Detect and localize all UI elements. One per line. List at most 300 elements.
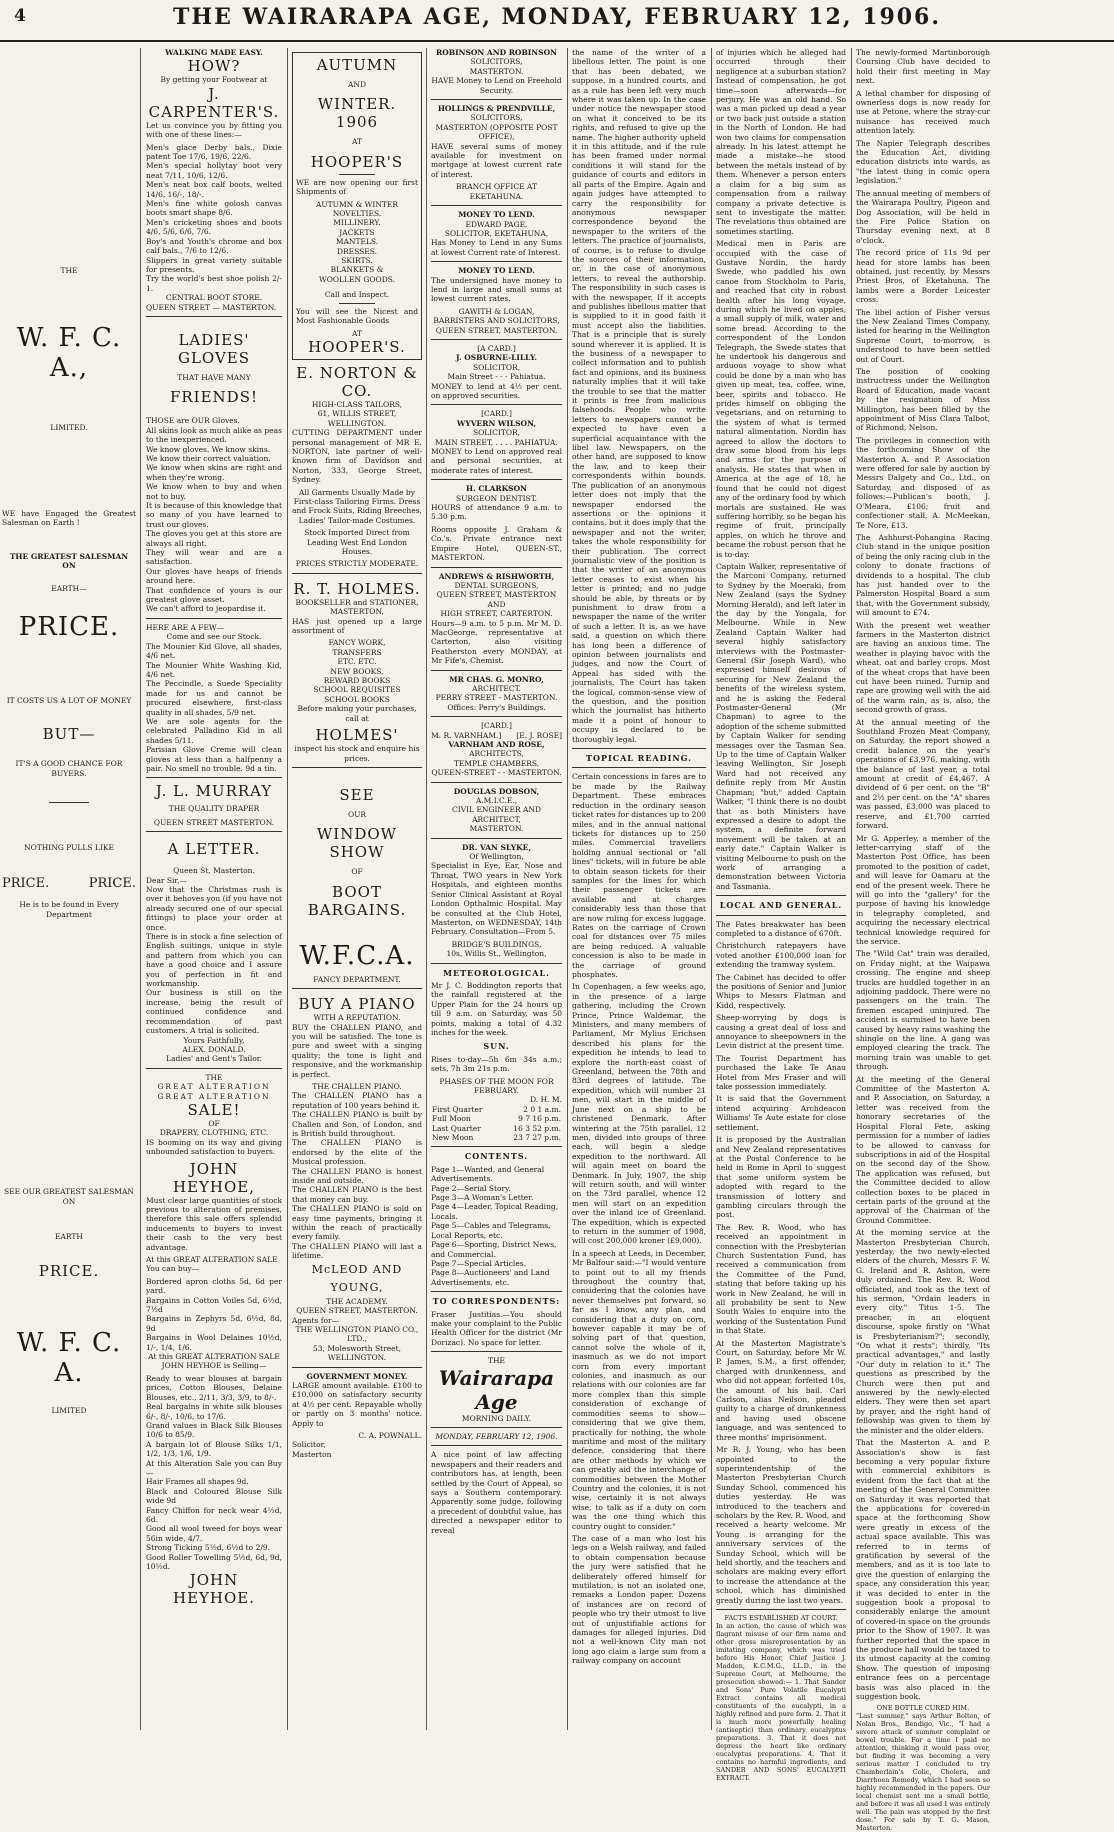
gloves-friends: FRIENDS!: [169, 388, 259, 407]
carpenter-by: By getting your Footwear at: [160, 75, 268, 85]
ad-see-salesman: SEE OUR GREATEST SALESMAN ON: [4, 1187, 134, 1206]
moon-phase-name: Full Moon: [432, 1114, 471, 1124]
ad-earth-2: EARTH: [55, 1232, 83, 1242]
gloves-paragraph: Our gloves have heaps of friends around here.: [146, 566, 282, 586]
money-solicitor-1: SOLICITOR, EKETAHUNA,: [444, 228, 549, 238]
heyhoe-name: JOHN HEYHOE,: [172, 1159, 256, 1196]
heyhoe-item-list: [146, 1277, 282, 1352]
heyhoe-item: Grand values in Black Silk Blouses 10/6 to 85/9.: [146, 1420, 282, 1440]
column-6-articles: [716, 48, 846, 1782]
divider: [572, 748, 706, 749]
gloves-here: HERE ARE A FEW—: [146, 622, 225, 632]
piano-sub: WITH A REPUTATION.: [313, 1013, 401, 1023]
clarkson-hours: HOURS of attendance 9 a.m. to 5.30 p.m.: [431, 503, 562, 522]
heyhoe-item: Black and Coloured Blouse Silk wide 9d: [146, 1486, 282, 1506]
local-item: The "Wild Cat" train was derailed, on Friday night, at the Waipawa crossing. The engine and sheep trucks are huddled together in an adjoining paddock. There were no passengers on the train. The firemen escaped uninjured. The accident is surmised to have been caused by heavy rains washing the shingle on the line. A gang was employed clearing the track. The morning train was unable to get through.: [856, 949, 990, 1072]
sale-intro: IS booming on its way and giving unbounded satisfaction to buyers.: [146, 1137, 282, 1157]
varnham-address: QUEEN-STREET - - MASTERTON.: [431, 768, 562, 778]
local-item: Mr G. Apperley, a member of the letter-carrying staff of the Masterton Post Office, has been promoted to the position of cadet, and will leave for Oamaru at the end of the present week. There he will go into the "gallery" for the purpose of having his knowledge in telegraphy completed, and acquiring the necessary electrical technical knowledge required for the service.: [856, 833, 990, 946]
moon-phase-name: New Moon: [432, 1133, 474, 1143]
carpenter-intro: Let us convince you by fitting you with one of these lines:—: [146, 120, 282, 140]
ad-price-pair: [2, 876, 136, 892]
local-item: At the Masterton Magistrate's Court, on Saturday, before Mr W. P. James, S.M., a first offender, charged with drunkenness, and who did not appear, forfeited 10s, the amount of his bail. Carl Carlson, alias Neilson, pleaded guilty to a charge of drunkenness and having used obscene language, and was sentenced to three months' imprisonment.: [716, 1338, 846, 1442]
wpc-address: 53, Molesworth Street,: [313, 1343, 401, 1353]
holmes-item: TRANSFERS: [332, 647, 382, 657]
piano-item: The CHALLEN PIANO is honest inside and outside.: [292, 1166, 422, 1186]
contents-list: [431, 1165, 562, 1287]
money-body-1: Has Money to Lend in any Sums at lowest Current rate of Interest.: [431, 238, 562, 257]
letter-dear: Dear Sir,—: [146, 875, 188, 885]
norton-address: 61, WILLIS STREET, WELLINGTON.: [317, 409, 397, 428]
heyhoe-item: Bargains in Zephyrs 5d, 6½d, 8d, 9d: [146, 1314, 282, 1333]
local-general-heading: LOCAL AND GENERAL.: [719, 900, 843, 911]
moon-phase-time: 16 3 52 p.m.: [513, 1123, 561, 1133]
carpenter-item: Boy's and Youth's chrome and box calf bals., 7/6 to 12/6.: [146, 236, 282, 256]
heyhoe-item: Bargains in Wool Delaines 10½d, 1/-, 1/4, 1/6.: [146, 1333, 282, 1352]
topical-reading-heading: TOPICAL READING.: [586, 753, 692, 764]
holmes-item: FANCY WORK,: [328, 638, 386, 648]
ad-price-heading: PRICE.: [18, 611, 120, 642]
local-item: The position of cooking instructress under the Wellington Board of Education, made vacant by the resignation of Miss Millington, has been filled by the appointment of Miss Clara Talbot, of Richmond, Nelson.: [856, 367, 990, 433]
dobson-place: MASTERTON.: [469, 824, 524, 834]
hoopers-item: MILLINERY.: [333, 218, 381, 228]
nameplate-title: Wairarapa Age: [438, 1365, 555, 1414]
moon-phase-time: 9 7 16 p.m.: [518, 1114, 561, 1124]
hollings-solicitors: SOLICITORS,: [470, 113, 523, 123]
heyhoe-item: Real bargains in white silk blouses 6/-, 8/-, 10/6, to 17/6.: [146, 1402, 282, 1421]
letter-name: ALEX. DONALD.: [182, 1044, 246, 1054]
local-item: The privileges in connection with the forthcoming Show of the Masterton A. and P. Association were offered for sale by auction by Messrs Dalgety and Co., Ltd., on Saturday, and disposed of as follows:—Publican's booth, J. O'Meara, £106; fruit and confectioner stall, A. McMeekan, Te Nore, £13.: [856, 435, 990, 530]
window-our: OUR: [347, 809, 367, 819]
ad-limited: LIMITED.: [50, 423, 88, 433]
moon-phase-row: [431, 1114, 562, 1123]
topical-item: In a speech at Leeds, in December, Mr Balfour said:—"I would venture to point out to all my friends throughout the country that, considering that the colonies have never themselves put forward, so far as I know, any plan, and considering that a duty on corn, however capable it may be of solving part of that question, cannot solve the whole of it, inasmuch as we do not import corn from every important colonies, and inasmuch as our relations with our colonies are far more complex than this simple consideration of exchange of commodities seems to show—considering that we give them, practically for nothing, the whole maritime and most of the military defence, considering that there are other methods by which we can greatly aid the interchange of commodities between the Mother Country and the colonies, it is not wise, certainly it is not always wise, to talk as if a duty on corn was the one thing which this country ought to consider.": [572, 1248, 706, 1531]
holmes-name-2: HOLMES': [315, 726, 399, 745]
gloves-paragraph: We know gloves. We know skins.: [146, 444, 271, 454]
osburne-body: MONEY to lend at 4½ per cent. on approved securities.: [431, 381, 562, 400]
hoopers-item: AUTUMN & WINTER: [315, 199, 399, 209]
window-see: SEE: [339, 785, 375, 804]
andrews-address-2: HIGH STREET, CARTERTON.: [440, 609, 553, 619]
sun-body: Rises to-day—5h 6m 34s a.m.; sets, 7h 3m 21s p.m.: [431, 1054, 562, 1074]
topical-item: of injuries which he alleged had occurred through their negligence at a suburban station? Instead of compensation, he got time—soon afterwards—for perjury. He was an old hand. So was a man picked up dead a year or two back just outside a station in the North of London. He had won two claims for compensation already. In his latest attempt he made a mistake—he stood between the metals instead of by them. Whenever a person enters a claim for a big sum as compensation from a railway company a private detective is sent to investigate the matter. The revelations thus obtained are sometimes startling.: [716, 48, 846, 236]
ad-wfca-heading: W. F. C. A.,: [16, 323, 122, 384]
dobson-title: CIVIL ENGINEER AND ARCHITECT,: [452, 805, 541, 824]
holmes-sub: BOOKSELLER and STATIONER,: [295, 597, 419, 607]
ad-wfca-heading-2: W. F. C. A.: [16, 1327, 122, 1388]
local-item: The Ashhurst-Pohangina Racing Club stand in the unique position of being the only racing club in the colony to donate fractions of dividends to a hospital. The club has just handed over to the Palmerston Hospital Board a sum that, with the Government subsidy, will amount to £74.: [856, 532, 990, 618]
leader-article-body: the name of the writer of a libellous letter. The point is one that has been debated, we suppose, in a hundred courts, and as a rule has been left very much where it was taken up. In the case under notice the newspaper stood on what it conceived to be its rights, and refused to give up the name. The higher authority upheld it in this attitude, and if the rule has been framed under normal conditions it will stand for the guidance of courts and editors in all parts of the Empire. Again and again judges have attempted to carry the responsibility for anonymous newspaper correspondence beyond the newspaper to the writers of the letters. The practice of journalists, of course, is to refuse to divulge the sources of their information, or, in the case of anonymous letters, to reveal the authorship. The responsibility in such cases is with the newspaper. If it accepts and publishes libellous matter that is supplied to it in good faith it must accept also the liabilities. That is a principle that is surely sound wherever it is applied. It is the business of a newspaper to collect information and to publish fact and opinions, and its business naturally implies that it will take the trouble to see that the matter it prints is free from malicious falsehoods. People who write letters to newspapers cannot be expected to have even a superficial acquaintance with the libel law. Newspapers, on the other hand, are supposed to know the law, and to keep their correspondents within bounds. The publication of an anonymous letter does not imply that the newspaper endorsed the assertions or the opinions it contains, but it does imply that the newspaper and not the writer, takes the whole responsibility for their publication. The correct journalistic view of the position is that the writer of an anonymous letter ceases to exist when his letter is printed; and no judge should be able, by threats or by punishment to draw from a newspaper the name of the writer of such a letter. It is, as we have said, a question on which there has long been a difference of opinion between journalists and judges, and now the Court of Appeal has sided with the journalists. The Court has taken the logical, common-sense view of the question, and the position which the journalist has hitherto made it a point of honour to occupy is declared to be thoroughly legal.: [572, 48, 706, 744]
hoopers-item: WOOLLEN GOODS.: [319, 274, 395, 284]
carpenter-item: Men's cricketing shoes and boots 4/6, 5/6, 6/6, 7/6.: [146, 217, 282, 237]
local-item: The Tourist Department has purchased the Lake Te Anau Hotel from Mrs Fraser and will take possession immediately.: [716, 1053, 846, 1092]
window-boot: BOOT BARGAINS.: [307, 882, 407, 919]
heyhoe-item: Strong Ticking 5½d, 6½d to 2/9.: [146, 1543, 271, 1553]
hoopers-item: MANTELS.: [335, 237, 379, 247]
sale-great-2: GREAT ALTERATION: [157, 1091, 271, 1101]
moon-phases-heading: PHASES OF THE MOON FOR FEBRUARY.: [439, 1076, 554, 1095]
local-item: With the present wet weather farmers in the Masterton district are having an anxious time. The weather is playing havoc with the wheat, oat and barley crops. Most of the wheat crops that have been cut have been ruined. Turnip and rape are growing well with the aid of the warm rain, as is, also, the second growth of grass.: [856, 620, 990, 715]
local-item: At the meeting of the General Committee of the Masterton A. and P. Association, on Saturday, a letter was received from the honorary secretaries of the Hospital Floral Fete, asking permission for a number of ladies to be allowed to canvass for subscriptions in aid of the Hospital on the second day of the Show. The application was refused, but the Committee decided to allow collection boxes to be placed in certain parts of the ground at the approval of the Chairman of the Ground Committee.: [856, 1074, 990, 1225]
contents-item: Page 8—Auctioneers' and Land Advertisements, etc.: [431, 1268, 550, 1287]
divider: [292, 1367, 422, 1368]
hoopers-item: SKIRTS.: [341, 256, 373, 266]
gloves-paragraph: We know when skins are right and when they're wrong.: [146, 463, 282, 482]
local-item: The Napier Telegraph describes the Education Act, dividing education districts into wards, as "the latest thing in comic opera legislation.": [856, 138, 990, 186]
column-rule: [851, 48, 852, 1730]
hoopers-item: JACKETS: [339, 227, 375, 237]
money-heading-1: MONEY TO LEND.: [458, 210, 535, 220]
column-3-adverts: [292, 48, 422, 1730]
divider: [431, 261, 562, 262]
local-item: At the annual meeting of the Southland Frozen Meat Company, on Saturday, the report showed a credit balance on the year's operations of £3,976, making, with the balance of last year, a total amount at credit of £4,467. A dividend of 6 per cent. on the "B" and 2½ per cent. on the "A" shares was passed, £3,000 was placed to reserve, and £1,700 carried forward.: [856, 717, 990, 831]
contents-item: Page 4—Leader, Topical Reading, Locals.: [431, 1202, 559, 1221]
money-address-2: QUEEN STREET, MASTERTON.: [435, 325, 558, 335]
divider: [146, 618, 282, 619]
piano-item: The CHALLEN PIANO is built by Challen and Son, of London, and is British build throughout.: [292, 1110, 422, 1138]
gloves-paragraph: All skins look as much alike as peas to the inexperienced.: [146, 425, 282, 445]
mcleod-address: QUEEN STREET, MASTERTON.: [296, 1306, 418, 1316]
topical-item: Medical men in Paris are occupied with the case of Gustave Nordin, the hardy Swede, who paddled his own canoe from Stockholm to Paris, and reached that city in robust health after his long voyage, during which he lived on apples, a small supply of milk, water and some bread. According to the correspondent of the London Telegraph, the Swede states that he undertook his dangerous and arduous voyage to show what could be done by a man who has given up meat, tea, coffee, wine, beer, spirits and tobacco. He prides himself on obliging the vegetarians, and on returning to the system of what is termed natural alimentation. Nordin has agreed to allow the doctors to draw some blood from his legs and arms for the purpose of analysis. He states that when in America at the age of 18, he found that he could not digest any of the ordinary food by which mortals are sustained. He was suffering horribly, so he began his regime of fruit, principally apples, on which he throve and became the robust person that he is to-day.: [716, 239, 846, 559]
carpenter-store: CENTRAL BOOT STORE.: [165, 293, 263, 303]
moon-phase-row: [431, 1105, 562, 1114]
heyhoe-at: At this GREAT ALTERATION SALE You can buy—: [146, 1255, 278, 1274]
holmes-item: SCHOOL BOOKS: [324, 694, 390, 704]
sun-heading: SUN.: [483, 1041, 510, 1052]
norton-sub: HIGH-CLASS TAILORS,: [311, 399, 403, 409]
piano-item: The CHALLEN PIANO has a reputation of 100 years behind it.: [292, 1091, 422, 1110]
card-label-2: [CARD.]: [481, 409, 512, 419]
contents-item: Page 5—Cables and Telegrams, Local Reports, etc.: [431, 1221, 551, 1240]
divider: [431, 567, 562, 568]
gloves-paragraph: THOSE are OUR Gloves.: [146, 416, 240, 426]
gloves-paragraph: We can't afford to jeopardise it.: [146, 604, 266, 614]
column-rule: [140, 48, 141, 1730]
piano-intro: BUY the CHALLEN PIANO, and you will be satisfied. The tone is pure and sweet with a singing quality; the tone is light and responsive, and the workmanship is perfect.: [292, 1022, 422, 1079]
varnham-partner-left: M. R. VARNHAM.]: [431, 730, 502, 740]
letter-body: [146, 885, 282, 1036]
facts-heading: FACTS ESTABLISHED AT COURT.: [724, 1614, 838, 1622]
moon-phase-row: [431, 1124, 562, 1133]
hoopers-name-2: HOOPER'S.: [308, 337, 406, 356]
varnham-name: VARNHAM AND ROSE,: [448, 740, 545, 749]
divider: [431, 404, 562, 405]
govt-solicitor: Solicitor,: [292, 1440, 326, 1450]
vanslyke-buildings: BRIDGE'S BUILDINGS,: [451, 939, 542, 949]
holmes-item-list: [292, 638, 422, 704]
hoopers-item: DRESSES.: [336, 246, 377, 256]
govt-name: C. A. POWNALL.: [358, 1430, 422, 1440]
hollings-place: MASTERTON (OPPOSITE POST OFFICE),: [435, 122, 558, 142]
heyhoe-item-list-2: [146, 1374, 282, 1572]
hoopers-advert: [292, 52, 422, 360]
glove-item: The Mounier White Washing Kid, 4/6 net.: [146, 660, 282, 679]
andrews-name: ANDREWS & RISHWORTH,: [438, 571, 555, 581]
wpc-name: THE WELLINGTON PIANO CO., LTD.,: [295, 1324, 419, 1344]
carpenter-item: Slippers in great variety suitable for presents.: [146, 255, 282, 274]
column-rule: [287, 48, 288, 1730]
hoopers-and: AND: [348, 80, 366, 89]
ad-engaged-text: WE have Engaged the Greatest Salesman on Earth !: [2, 508, 136, 528]
divider: [431, 1291, 562, 1292]
wpc-city: WELLINGTON.: [327, 1353, 387, 1363]
carpenter-how: HOW?: [187, 57, 241, 76]
moon-phases-columns: D. H. M.: [530, 1095, 562, 1105]
column-2-adverts: [146, 48, 282, 1730]
contents-item: Page 6—Sporting, District News, and Commercial.: [431, 1240, 557, 1259]
sale-the: THE: [205, 1072, 223, 1082]
sale-great-1: GREAT ALTERATION: [157, 1082, 271, 1092]
holmes-item: REWARD BOOKS: [323, 676, 391, 686]
holmes-inspect: inspect his stock and enquire his prices.: [294, 744, 420, 763]
window-fancy: FANCY DEPARTMENT.: [313, 974, 401, 984]
hollings-name: HOLLINGS & PRENDVILLE,: [437, 104, 556, 114]
govt-body: LARGE amount available. £100 to £10,000 on satisfactory security at 4½ per cent. Repayable wholly or partly on 3 months' notice. Apply to: [292, 1380, 422, 1428]
hoopers-name: HOOPER'S: [310, 152, 404, 171]
hollings-branch: BRANCH OFFICE AT EKETAHUNA.: [456, 182, 537, 201]
ad-costs-text: IT COSTS US A LOT OF MONEY: [6, 695, 132, 705]
divider: [431, 1146, 562, 1147]
divider: [716, 895, 846, 896]
mcleod-sub: THE ACADEMY.: [326, 1296, 388, 1306]
moon-phase-name: Last Quarter: [432, 1123, 481, 1133]
nameplate-morning: MORNING DAILY.: [461, 1413, 532, 1423]
local-item: That the Masterton A. and P. Association's show is fast becoming a very popular fixture with commercial exhibitors is evident from the fact that at the meeting of the General Committee on Saturday it was reported that the applications for covered-in space at the forthcoming Show were greatly in excess of the actual space available. This was referred to in terms of gratification by several of the members, and as it is too late to give the question of enlarging the space, any consideration this year, it was decided to enter in the suggestion book a proposal to considerably enlarge the amount of covered-in space on the grounds prior to the Show of 1907. It was further reported that the space in the produce hall would be taxed to its utmost capacity at the coming Show. The question of imposing entrance fees on a percentage basis was also placed in the suggestion book.: [856, 1438, 990, 1702]
card-label-3: [CARD.]: [481, 721, 512, 731]
money-body-2: The undersigned have money to lend in large and small sums at lowest current rates.: [431, 275, 562, 304]
clarkson-body: Rooms opposite J. Graham & Co.'s. Private entrance next Empire Hotel, QUEEN-ST., MASTERTON.: [431, 524, 562, 563]
andrews-and: AND: [487, 599, 506, 609]
facts-body: In an action, the cause of which was flagrant misuse of our firm name and other gross misrepresentation by an imitating company, which was tried before His Honor, Chief Justice J. Madden, K.C.M.G., LL.D., in the Supreme Court, at Melbourne, the prosecution showed:— 1. That Sander and Sons' Pure Volatile Eucalypti Extract contains all medical constituents of the eucalypti, in a highly refined and pure form. 2. That it is much more powerfully healing (antiseptic) than ordinary eucalyptus preparations. 3. That it does not depress the heart like ordinary eucalyptus preparations. 4. That it contains no harmful ingredients, and SANDER AND SONS' EUCALYPTI EXTRACT.: [716, 1622, 846, 1782]
divider: [431, 963, 562, 964]
local-item: The libel action of Fisher versus the New Zealand Times Company, listed for hearing in the Wellington Supreme Court, to-morrow, is understood to have been settled out of Court.: [856, 307, 990, 364]
topical-item: Captain Walker, representative of the Marconi Company, returned to Sydney by the Moeraki, from New Zealand (says the Sydney Morning Herald), and left later in the day by the Yongala, for Melbourne. While in New Zealand Captain Walker had several highly satisfactory interviews with the Postmaster-General (Sir Joseph Ward), who expressed himself desirous of securing for New Zealand the benefits of the wireless system, and he is asking the Federal Postmaster-General (Mr Chapman) to agree to the adoption of the scheme submitted by Captain Walker for sending messages over the Tasman Sea. Up to the time of Captain Walker leaving Wellington, Sir Joseph Ward had not received any definite reply from Mr Austin Chapman; "but," added Captain Walker, "I think there is no doubt that as both Ministers have expressed a desire to adopt the system, a definite forward movement will be taken at an early date." Captain Walker is visiting Melbourne to push on the work of arranging a demonstration between Victoria and Tasmania.: [716, 561, 846, 891]
carpenter-item-list: [146, 143, 282, 294]
ad-the: THE: [60, 266, 78, 275]
divider: [431, 479, 562, 480]
local-item: The newly-formed Martinborough Coursing Club have decided to hold their first meeting in May next.: [856, 48, 990, 86]
divider: [339, 303, 376, 304]
gloves-paragraph: That confidence of yours is our greatest glove asset.: [146, 585, 282, 605]
ad-price-right: PRICE.: [88, 876, 136, 892]
letter-paragraph: Now that the Christmas rush is over it behoves you (if you have not already secured one of our special fittings) to place your order at once.: [146, 885, 282, 932]
robinson-body: HAVE Money to Lend on Freehold Security.: [431, 76, 562, 95]
piano-head: THE CHALLEN PIANO.: [312, 1081, 402, 1091]
meteorological-heading: METEOROLOGICAL.: [443, 967, 550, 978]
piano-item: The CHALLEN PIANO is sold on easy time payments, bringing it within the reach of practically every family.: [292, 1204, 422, 1242]
contents-item: Page 7—Special Articles.: [431, 1258, 526, 1268]
heyhoe-name-2: JOHN HEYHOE.: [172, 1571, 256, 1608]
heyhoe-item: Bordered apron cloths 5d, 6d per yard.: [146, 1276, 282, 1296]
heyhoe-item: Good all wool tweed for boys wear 56in wide, 4/7.: [146, 1524, 282, 1543]
hollings-body: HAVE several sums of money available for investment on mortgage at lowest current rate of interest.: [431, 141, 562, 179]
local-item: It is proposed by the Australian and New Zealand representatives at the Postal Conference to be held in Rome in April to suggest that some uniform system be adopted with regard to the transmission of lottery and gambling circulars through the post.: [716, 1135, 846, 1220]
newspaper-title: THE WAIRARAPA AGE, MONDAY, FEBRUARY 12, 1906.: [172, 4, 942, 30]
ad-limited-2: LIMITED: [51, 1405, 87, 1415]
hoopers-winter: WINTER. 1906: [317, 95, 397, 132]
sale-drapery: DRAPERY, CLOTHING, ETC.: [159, 1128, 269, 1138]
divider: [431, 838, 562, 839]
norton-body-2: All Garments Usually Made by First-class Tailoring Firms. Dress and Frock Suits, Riding Breeches, Ladies' Tailor-made Costumes.: [292, 487, 422, 525]
gloves-paragraph: The gloves you get at this store are always all right.: [146, 529, 282, 548]
column-5-articles: [572, 48, 706, 1730]
wilson-name: WYVERN WILSON,: [456, 418, 537, 428]
topical-item: In Copenhagen, a few weeks ago, in the presence of a large gathering, including the Crown Prince, Prince Waldemar, the Ministers, and many members of Parliament, Mr Mylius Erichsen described his plans for the expedition he intends to lead to explore the north-east coast of Greenland, between the 78th and 83rd degrees of latitude. The expedition, which will number 21 men, will start in the middle of June next on a ship to be christened Denmark. After wintering at the 75th parallel, 12 men, divided into groups of three each, will begin a sledge expedition to the northward. All will again meet on board the Denmark. In July, 1907, the ship will return south, and will winter on the 73rd parallel, whence 12 men will start on an expedition over the inland ice of Greenland. The expedition, which is expected to return in the summer of 1908, will cost 200,000 kroner (£9,000).: [572, 982, 706, 1246]
divider: [146, 316, 282, 317]
letter-paragraph: There is in stock a fine selection of English suitings, unique in style and pattern from which you can have a good choice and I assure you of perfection in fit and workmanship.: [146, 932, 282, 989]
bottle-body: "Last summer," says Arthur Bolton, of Nolan Bros., Bendigo, Vic., "I had a severe attack of summer complaint or bowel trouble. For a time I paid no attention, thinking it would pass over, but finding it was becoming a very serious matter I concluded to try Chamberlain's Colic, Cholera, and Diarrhoea Remedy, which I had seen so highly recommended in the papers. Our local chemist sent me a small bottle, and before it was all used I was entirely well. The pain was stopped by the first dose." For sale by T. G. Mason, Masterton.: [856, 1712, 990, 1832]
holmes-name: R. T. HOLMES.: [293, 579, 421, 598]
contents-item: Page 1—Wanted, and General Advertisements.: [431, 1164, 545, 1184]
column-7-local-news: [856, 48, 990, 1832]
local-item: A lethal chamber for disposing of ownerless dogs is now ready for use at Petone, where the stray-cur nuisance has received much attention lately.: [856, 88, 990, 136]
column-4-cards: [431, 48, 562, 1730]
bottle-heading: ONE BOTTLE CURED HIM.: [876, 1704, 970, 1713]
sale-of: OF: [208, 1118, 220, 1128]
holmes-item: NEW BOOKS,: [330, 666, 384, 676]
masthead: [0, 0, 1114, 42]
moon-phase-row: [431, 1133, 562, 1142]
gloves-heading: LADIES' GLOVES: [177, 330, 251, 367]
moon-phase-time: 23 7 27 p.m.: [513, 1133, 561, 1143]
andrews-address: QUEEN STREET, MASTERTON: [436, 590, 557, 600]
window-of: OF: [351, 867, 363, 877]
heyhoe-item: Ready to wear blouses at bargain prices, Cotton Blouses, Delaine Blouses, etc., 2/11, 3/3, 3/9, to 8/-.: [146, 1373, 282, 1402]
glove-item: The Mounier Kid Glove, all shades, 4/6 net.: [146, 641, 282, 661]
divider: [339, 174, 376, 175]
hoopers-call: Call and Inspect.: [324, 290, 390, 300]
gloves-paragraph: It is because of this knowledge that so many of you have learned to trust our gloves.: [146, 501, 282, 529]
gloves-paragraph: We know their correct valuation.: [146, 453, 271, 463]
glove-item-list: [146, 642, 282, 774]
varnham-partners: [431, 731, 562, 740]
window-wfca: W.F.C.A.: [299, 940, 415, 971]
divider: [292, 988, 422, 989]
column-rule: [711, 48, 712, 1730]
local-item: Sheep-worrying by dogs is causing a great deal of loss and annoyance to sheepowners in the Levin district at the present time.: [716, 1013, 846, 1051]
piano-agents: Agents for—: [292, 1315, 340, 1325]
wilson-solicitor: SOLICITOR,: [472, 428, 521, 438]
piano-item: The CHALLEN PIANO will last a lifetime.: [292, 1241, 422, 1261]
card-label-1: [A CARD.]: [477, 343, 516, 353]
divider: [146, 1068, 282, 1069]
sale-heading: SALE!: [187, 1100, 241, 1119]
divider: [716, 915, 846, 916]
local-item: The annual meeting of members of the Wairarapa Poultry, Pigeon and Dog Association, will be held in the Fire Police Station on Thursday evening next, at 8 o'clock.: [856, 188, 990, 245]
ad-nothing-pulls: NOTHING PULLS LIKE: [24, 843, 114, 853]
gloves-paragraph: We know when to buy and when not to buy.: [146, 482, 282, 501]
divider: [146, 777, 282, 778]
robinson-solicitors: SOLICITORS,: [470, 57, 523, 67]
heyhoe-item: Bargains in Cotton Voiles 5d, 6½d, 7½d: [146, 1295, 282, 1315]
norton-name: E. NORTON & CO.: [296, 363, 418, 400]
monro-address: PERRY STREET - MASTERTON. Offices: Perry's Buildings.: [435, 693, 558, 712]
divider: [146, 831, 282, 832]
ad-greatest-salesman: THE GREATEST SALESMAN ON: [9, 551, 129, 571]
carpenter-name: J. CARPENTER'S.: [148, 84, 280, 121]
local-item: Mr R. J. Young, who has been appointed to the superintendentship of the Masterton Presbyterian Church Sunday School, commenced his duties yesterday. He was introduced to the teachers and scholars by the Rev. R. Wood, and received a hearty welcome. Mr Young is arranging for the anniversary services of the Sunday School, which will be held shortly, and the teachers and scholars are making every effort to increase the attendance at the school, which has diminished greatly during the last two years.: [716, 1445, 846, 1605]
ad-found-text: He is to be found in Every Department: [19, 900, 119, 919]
varnham-chambers: TEMPLE CHAMBERS,: [453, 758, 540, 768]
carpenter-headline: WALKING MADE EASY.: [165, 48, 263, 57]
piano-heading: BUY A PIANO: [298, 995, 416, 1014]
local-item: It is said that the Government intend acquiring Archdeacon Williams' Te Aute estate for close settlement.: [716, 1094, 846, 1132]
clarkson-name: H. CLARKSON: [466, 484, 527, 494]
nameplate-date: MONDAY, FEBRUARY 12, 1906.: [435, 1431, 558, 1441]
clarkson-sub: SURGEON DENTIST.: [455, 493, 538, 503]
monro-name: MR CHAS. G. MONRO,: [449, 674, 544, 684]
column-wfca-advert: [2, 48, 136, 1730]
moon-phase-time: 2 0 1 a.m.: [523, 1104, 561, 1114]
piano-item: The CHALLEN PIANO is endorsed by the elite of the Musical profession.: [292, 1138, 422, 1167]
local-item: The record price of 11s 9d per head for store lambs has been obtained, just recently, by Messrs Priest Bros, of Eketahuna. The lambs were a Border Leicester cross.: [856, 248, 990, 305]
carpenter-item: Men's special hollytay boot very neat 7/11, 10/6, 12/6.: [146, 161, 282, 180]
heyhoe-body: Must clear large quantities of stock previous to alteration of premises, therefore this sale offers splendid inducements to buyers to invest their cash to the very best advantage.: [146, 1195, 282, 1252]
glove-item: The Peccindle, a Suede Speciality made for us and cannot be procured elsewhere, first-class quality in all shades, 5/9 net.: [146, 679, 282, 717]
norton-body-3: Stock Imported Direct from Leading West End London Houses.: [304, 528, 410, 556]
correspondents-heading: TO CORRESPONDENTS:: [432, 1296, 561, 1307]
divider: [431, 1427, 562, 1428]
window-heading: WINDOW SHOW: [316, 825, 398, 862]
money-sub-2: BARRISTERS AND SOLICITORS,: [433, 316, 560, 326]
glove-item: Parisian Glove Creme will clean gloves at less than a halfpenny a pair. No smell no trouble. 9d a tin.: [146, 745, 282, 773]
holmes-item: ETC. ETC.: [337, 657, 377, 667]
heyhoe-at-2: At this GREAT ALTERATION SALE JOHN HEYHOE is Selling—: [148, 1352, 280, 1371]
heyhoe-item: Good Roller Towelling 5½d, 6d, 9d, 10½d.: [146, 1552, 282, 1571]
divider: [431, 339, 562, 340]
hoopers-autumn: AUTUMN: [316, 56, 398, 74]
norton-prices: PRICES STRICTLY MODERATE.: [295, 559, 419, 569]
contents-item: Page 2—Serial Story.: [431, 1183, 511, 1193]
robinson-name: ROBINSON AND ROBINSON: [436, 48, 557, 57]
andrews-sub: DENTAL SURGEONS,: [454, 580, 539, 590]
letter-place: Queen St, Masterton.: [173, 866, 255, 876]
hoopers-at-2: AT: [351, 328, 362, 338]
divider: [49, 802, 89, 803]
wilson-body: MONEY to Lend on approved real and personal securities, at moderate rates of interest.: [431, 447, 562, 475]
ad-but-heading: BUT—: [42, 725, 96, 744]
varnham-partner-right: [E. J. ROSE]: [516, 730, 562, 740]
money-heading-2: MONEY TO LEND.: [458, 266, 535, 276]
divider: [292, 573, 422, 574]
holmes-item: SCHOOL REQUISITES: [313, 685, 401, 695]
divider: [716, 1609, 846, 1610]
govt-heading: GOVERNMENT MONEY.: [306, 1371, 408, 1381]
heyhoe-item: At this Alteration Sale you can Buy—: [146, 1458, 282, 1477]
gloves-come: Come and see our Stock.: [166, 632, 262, 642]
divider: [431, 1351, 562, 1352]
local-item: Christchurch ratepayers have voted another £100,000 loan for extending the tramway system.: [716, 941, 846, 970]
piano-item-list: [292, 1091, 422, 1260]
carpenter-address: QUEEN STREET — MASTERTON.: [146, 302, 277, 312]
heyhoe-item: A bargain lot of Blouse Silks 1/1, 1/2, 1/3, 1/6, 1/9.: [146, 1439, 282, 1459]
gloves-body: [146, 416, 282, 614]
ad-earth: EARTH—: [51, 584, 87, 594]
ad-chance-text: IT'S A GOOD CHANCE FOR BUYERS.: [15, 759, 123, 778]
local-item: The Cabinet has decided to offer the positions of Senior and Junior Whips to Messrs Flatman and Kidd, respectively.: [716, 972, 846, 1010]
meteorological-body: Mr J. C. Boddington reports that the rainfall registered at the Upper Plain for the 24 hours up till 9 a.m. on Saturday, was 50 points, making a total of 4.32 inches for the week.: [431, 980, 562, 1037]
mcleod-name: McLEOD AND YOUNG,: [311, 1262, 403, 1294]
vanslyke-name: DR. VAN SLYKE,: [462, 842, 531, 852]
topical-item: The case of a man who lost his legs on a Welsh railway, and failed to obtain compensation because the jury were satisfied that he deliberately offered himself for mutilation, is not an isolated one, remarks a London paper. Dozens of instances are on record of people who try their utmost to live out of unjustifiable actions for damages for alleged injuries. Did not a well-known City man not long ago claim a large sum from a railway company on account: [572, 1533, 706, 1666]
moon-phase-name: First Quarter: [432, 1104, 483, 1114]
vanslyke-of: Of Wellington,: [469, 852, 524, 862]
robinson-place: MASTERTON.: [469, 66, 524, 76]
column-rule: [567, 48, 568, 1730]
carpenter-item: Try the world's best shoe polish 2/- 1.: [146, 274, 282, 293]
andrews-body: Hours—9 a.m. to 5 p.m. Mr M. D. MacGeorge, representative at Carterton, also visiting Featherston every MONDAY, at Mr Fife's, Chemist.: [431, 618, 562, 666]
holmes-before: Before making your purchases, call at: [297, 704, 417, 723]
